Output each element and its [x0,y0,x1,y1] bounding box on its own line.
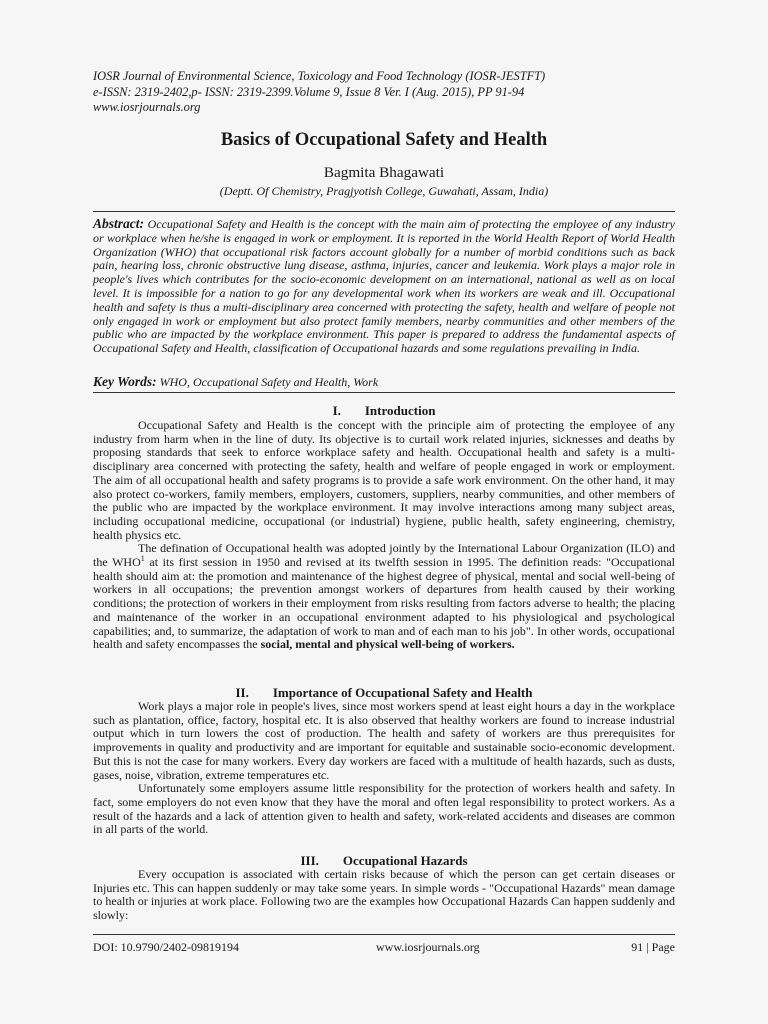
footer-url: www.iosrjournals.org [376,940,480,954]
author-name: Bagmita Bhagawati [323,164,445,181]
footer-page-number: 91 | Page [631,940,675,954]
bold-phrase: social, mental and physical well-being of workers. [260,637,515,652]
section-title: Occupational Hazards [342,853,468,868]
author-affiliation: (Deptt. Of Chemistry, Pragjyotish College, Guwahati, Assam, India) [219,184,549,198]
keywords-label: Key Words: [93,374,157,389]
paragraph [93,542,675,652]
keywords [93,374,675,390]
section-title: Importance of Occupational Safety and Health [272,685,533,700]
section-number: II. [235,685,249,700]
footer-doi: DOI: 10.9790/2402-09819194 [93,940,239,954]
footnote-marker: 1 [140,554,145,564]
paragraph-text: The defination of Occupational health was adopted jointly by the International Labour Organization (ILO) and the WHO [93,541,675,570]
journal-name: IOSR Journal of Environmental Science, Toxicology and Food Technology (IOSR-JESTFT) [93,69,546,83]
paragraph: Occupational Safety and Health is the concept with the principle aim of protecting the employee of any industry from harm when in the line of duty. Its objective is to curtail work related injuries, sicknesses and deaths by proposing standards that seek to enforce workplace safety and health. Occupational health and safety is a multi-disciplinary area concerned with protecting the safety, health and welfare of people engaged in work or employment. The aim of all occupational health and safety programs is to provide a safe work environment. On the other hand, it may also protect co-workers, family members, employers, customers, suppliers, nearby communities, and other members of the public who are impacted by the workplace environment. It may involve interactions among many subject areas, including occupational medicine, occupational (or industrial) hygiene, public health, safety engineering, chemistry, health physics etc. [93,418,675,542]
paragraph: Work plays a major role in people's lives, since most workers spend at least eight hours a day in the workplace such as plantation, office, factory, hospital etc. It is also observed that healthy workers are found to increase industrial output which in turn lowers the cost of production. The health and safety of workers are thus prerequisites for improvements in quality and productivity and are important for equitable and sustainable socio-economic development. But this is not the case for many workers. Every day workers are faced with a multitude of health hazards, such as dusts, gases, noise, vibration, extreme temperatures etc. [93,699,675,782]
paper-title: Basics of Occupational Safety and Health [220,130,548,150]
keywords-text: WHO, Occupational Safety and Health, Work [156,375,379,389]
abstract-label: Abstract: [93,216,145,231]
journal-website: www.iosrjournals.org [93,100,201,114]
paragraph: Unfortunately some employers assume little responsibility for the protection of workers health and safety. In fact, some employers do not even know that they have the moral and often legal responsibility to protect workers. As a result of the hazards and a lack of attention given to health and safety, work-related accidents and diseases are common in all parts of the world. [93,781,675,837]
section-number: I. [332,403,341,418]
section-body-importance [93,700,675,837]
journal-header [93,69,693,116]
journal-issn: e-ISSN: 2319-2402,p- ISSN: 2319-2399.Volume 9, Issue 8 Ver. I (Aug. 2015), PP 91-94 [93,84,525,99]
section-body-hazards [93,868,675,923]
section-body-introduction [93,419,675,652]
abstract [93,217,675,356]
abstract-text: Occupational Safety and Health is the concept with the main aim of protecting the employee of any industry or workplace when he/she is engaged in work or employment. It is reported in the World Health Report of World Health Organization (WHO) that occupational risk factors account globally for a number of morbid conditions such as back pain, hearing loss, chronic obstructive lung disease, asthma, injuries, cancer and leukemia. Work plays a major role in people's lives which contributes for the socio-economic development on an international, national as well as on local level. It is impossible for a nation to go for any developmental work when its workers are weak and ill. Occupational health and safety is thus a multi-disciplinary area concerned with protecting the safety, health and welfare of people not only engaged in work or employment but also protect family members, nearby communities and other members of the public who are impacted by the workplace environment. This paper is prepared to address the fundamental aspects of Occupational Safety and Health, classification of Occupational hazards and some regulations prevailing in India. [93,217,675,356]
keywords-bottom-rule [93,392,675,393]
section-number: III. [300,853,319,868]
paragraph-text: at its first session in 1950 and revised at its twelfth session in 1995. The definition reads: "Occupational health should aim at: the promotion and maintenance of the highest degree of physical, mental and social well-being of workers in all occupations; the prevention amongst workers of departures from health caused by their working conditions; the protection of workers in their employment from risks resulting from factors adverse to health; the placing and maintenance of the worker in an occupational environment adapted to his physiological and psychological capabilities; and, to summarize, the adaptation of work to man and of each man to his job". In other words, occupational health and safety encompasses the [93,555,675,652]
paragraph: Every occupation is associated with certain risks because of which the person can get certain diseases or Injuries etc. This can happen suddenly or may take some years. In simple words - "Occupational Hazards" mean damage to health or injuries at work place. Following two are the examples how Occupational Hazards Can happen suddenly and slowly: [93,867,675,923]
section-title: Introduction [364,403,436,418]
abstract-top-rule [93,211,675,212]
footer-rule [93,934,675,935]
section-heading-introduction [93,403,675,419]
